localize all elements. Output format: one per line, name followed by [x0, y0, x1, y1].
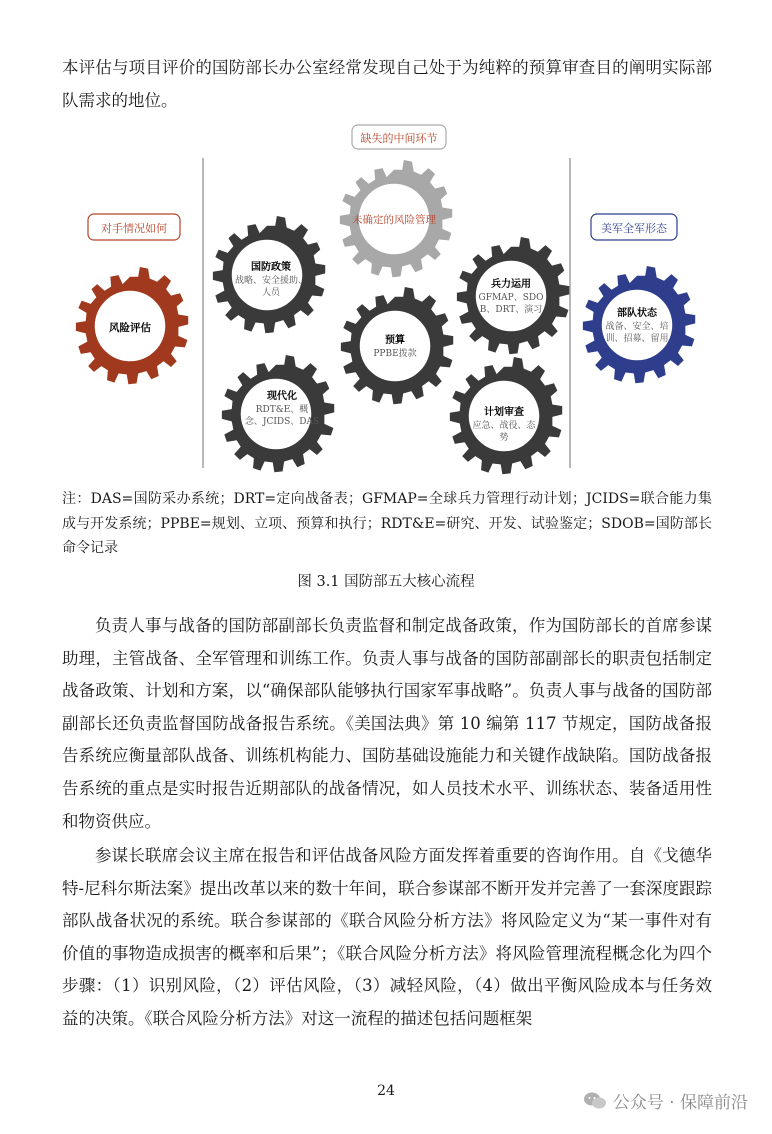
body-paragraph-2: 参谋长联席会议主席在报告和评估战备风险方面发挥着重要的咨询作用。自《戈德华特-尼科尔斯法案》提出改革以来的数十年间，联合参谋部不断开发并完善了一套深度跟踪部队战备状况的系统。联合参谋部的《联合风险分析方法》将风险定义为“某一事件对有价值的事物造成损害的概率和后果”；《联合风险分析方法》将风险管理流程概念化为四个步骤：（1）识别风险，（2）评估风险，（3）减轻风险，（4）做出平衡风险成本与任务效益的决策。《联合风险分析方法》对这一流程的描述包括问题框架	[62, 846, 712, 1028]
gear-planning-review-title: 计划审查	[484, 407, 524, 418]
right-label-box	[591, 214, 677, 240]
figure-caption: 图 3.1 国防部五大核心流程	[297, 574, 475, 590]
gear-force-employment-title: 兵力运用	[491, 279, 531, 290]
gear-defense-policy-line-1: 战略、安全援助、	[234, 276, 308, 286]
gear-force-status-line-1: 战备、安全、培	[605, 322, 669, 332]
watermark	[583, 1088, 748, 1113]
gear-force-employment-line-2: B、DRT、演习	[479, 305, 543, 315]
figure-notes: 注：DAS=国防采办系统；DRT=定向战备表；GFMAP=全球兵力管理行动计划；JCIDS=联合能力集成与开发系统；PPBE=规划、立项、预算和执行；RDT&E=研究、开发、试验鉴定；SDOB=国防部长命令记录	[62, 491, 712, 556]
gear-force-status-line-2: 训、招募、留用	[605, 334, 669, 344]
gear-modernization-line-1: RDT&E、概	[255, 405, 309, 415]
right-label: 美军全军形态	[601, 222, 667, 235]
gear-defense-policy-title: 国防政策	[251, 262, 291, 273]
page-number: 24	[377, 1083, 395, 1099]
gear-planning-review-line-2: 势	[499, 433, 509, 443]
wechat-icon	[583, 1091, 607, 1111]
top-label: 缺失的中间环节	[360, 132, 438, 145]
gear-planning-review-line-1: 应急、战役、态	[472, 421, 536, 431]
gear-modernization-title: 现代化	[267, 391, 297, 402]
gear-defense-policy	[213, 216, 325, 333]
gear-risk-assessment-title: 风险评估	[109, 322, 151, 334]
gear-force-status-title: 部队状态	[617, 308, 657, 319]
gear-budget-title: 预算	[385, 335, 405, 346]
watermark-text: 公众号 · 保障前沿	[612, 1093, 748, 1113]
gear-budget-line-1: PPBE拨款	[373, 349, 417, 359]
top-label-box	[352, 125, 446, 149]
left-label: 对手情况如何	[101, 222, 167, 235]
intro-paragraph: 本评估与项目评价的国防部长办公室经常发现自己处于为纯粹的预算审查目的阐明实际部队需求的地位。	[62, 58, 712, 110]
gear-modernization-line-2: 念、JCIDS、DAS	[244, 417, 320, 427]
gear-risk-management-title: 未确定的风险管理	[352, 214, 436, 226]
core-process-figure	[0, 120, 772, 480]
gear-force-employment-line-1: GFMAP、SDO	[478, 293, 544, 303]
body-paragraph-1: 负责人事与战备的国防部副部长负责监督和制定战备政策，作为国防部长的首席参谋助理，主管战备、全军管理和训练工作。负责人事与战备的国防部副部长的职责包括制定战备政策、计划和方案，以“确保部队能够执行国家军事战略”。负责人事与战备的国防部副部长还负责监督国防战备报告系统。《美国法典》第 10 编第 117 节规定，国防战备报告系统应衡量部队战备、训练机构能力、国防基础设施能力和关键作战缺陷。国防战备报告系统的重点是实时报告近期部队的战备情况，如人员技术水平、训练状态、装备适用性和物资供应。	[62, 616, 712, 831]
gear-defense-policy-line-2: 人员	[261, 288, 281, 298]
left-label-box	[88, 214, 180, 240]
